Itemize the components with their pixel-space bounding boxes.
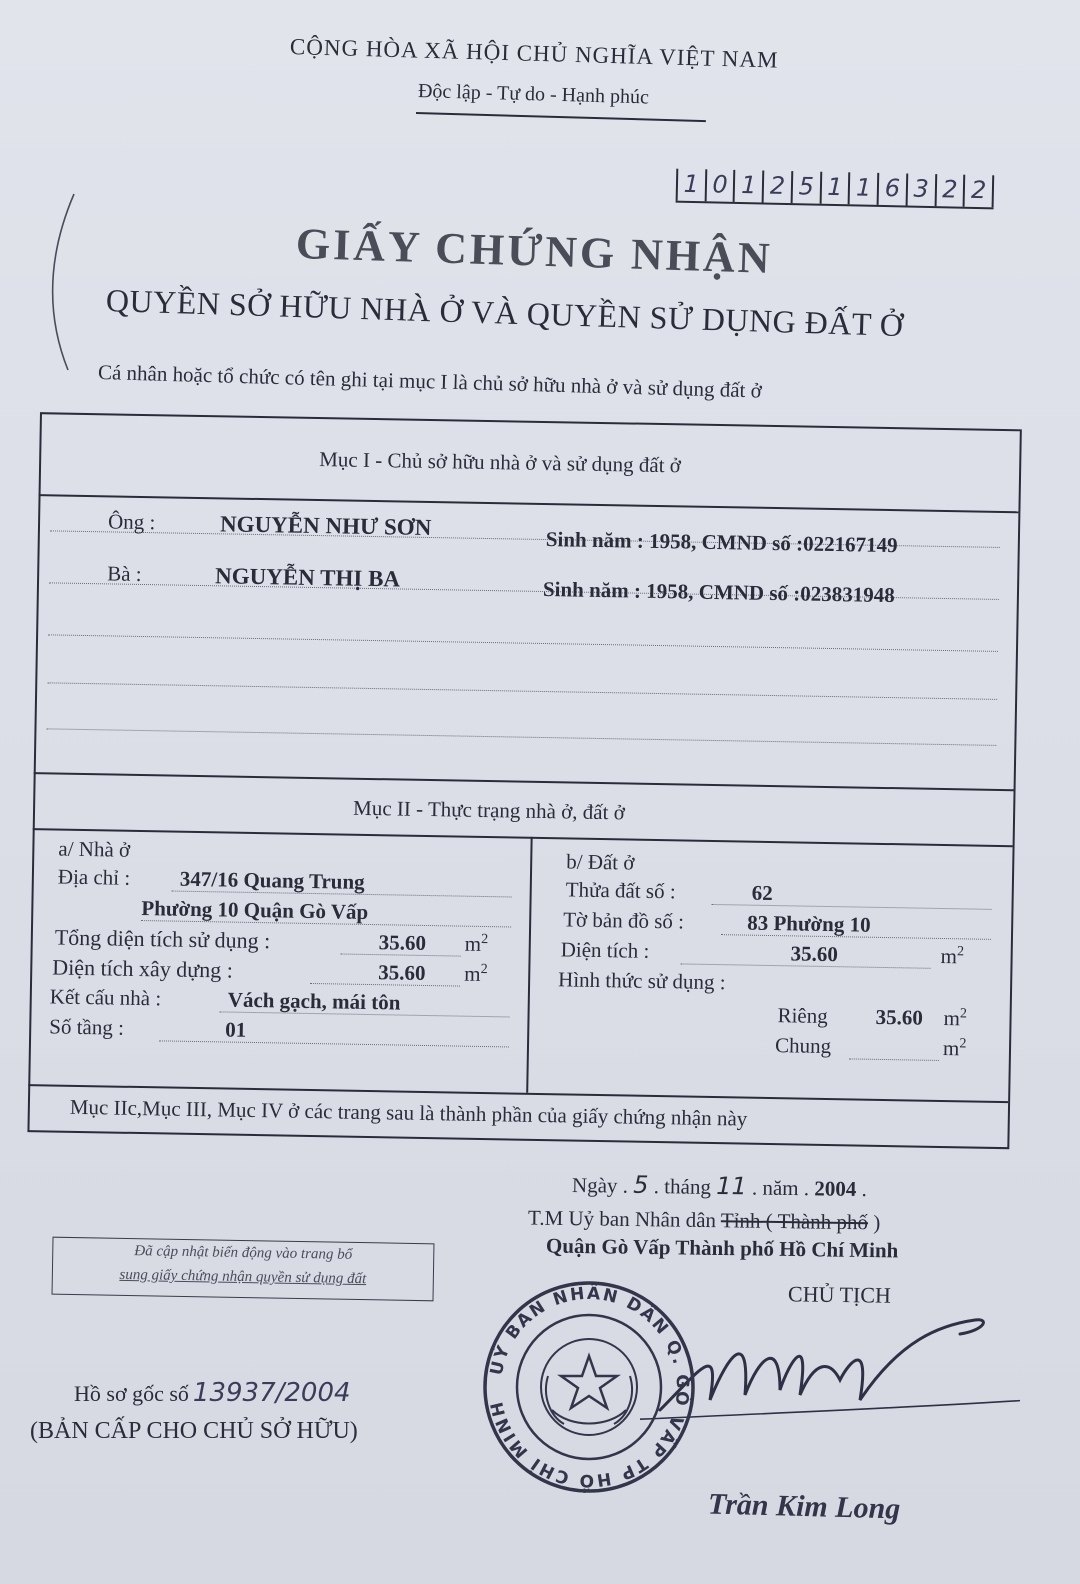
footer-note: Mục IIc,Mục III, Mục IV ở các trang sau là thành phần của giấy chứng nhận này: [69, 1094, 748, 1131]
owner1-name: NGUYỄN NHƯ SƠN: [219, 511, 432, 541]
serial-digit: 0: [704, 169, 733, 202]
signer-role: CHỦ TỊCH: [787, 1281, 892, 1308]
serial-digit: 1: [733, 170, 762, 203]
parcel-label: Thửa đất số :: [565, 877, 676, 904]
file-number: Hồ sơ gốc số 13937/2004: [74, 1378, 351, 1408]
nation-heading: CỘNG HÒA XÃ HỘI CHỦ NGHĨA VIỆT NAM: [289, 34, 779, 73]
build-area-label: Diện tích xây dựng :: [52, 954, 234, 983]
address-line2: Phường 10 Quận Gò Vấp: [141, 896, 369, 924]
owner2-label: Bà :: [106, 561, 142, 586]
update-note-line1: Đã cập nhật biến động vào trang bổ: [134, 1243, 353, 1263]
structure-label: Kết cấu nhà :: [49, 984, 162, 1011]
owner1-label: Ông :: [107, 509, 156, 535]
signer-name: Trần Kim Long: [707, 1487, 901, 1526]
serial-digit: 5: [791, 171, 820, 204]
private-label: Riêng: [777, 1003, 828, 1029]
official-stamp: [480, 1276, 698, 1498]
private-value: 35.60: [875, 1004, 924, 1030]
serial-digit: 1: [676, 169, 705, 202]
authority-line1: T.M Uỷ ban Nhân dân Tỉnh ( Thành phố ): [527, 1205, 881, 1235]
update-note-line2: sung giấy chứng nhận quyền sử dụng đất: [119, 1266, 367, 1288]
issue-month: 11: [715, 1171, 747, 1201]
authority-line2: Quận Gò Vấp Thành phố Hồ Chí Minh: [545, 1233, 899, 1263]
serial-digit: 1: [848, 172, 877, 205]
owner2-name: NGUYỄN THỊ BA: [214, 563, 401, 592]
serial-digit: 6: [877, 173, 906, 206]
parcel-value: 62: [751, 880, 773, 906]
land-area-label: Diện tích :: [560, 937, 650, 963]
document-subtitle: QUYỀN SỞ HỮU NHÀ Ở VÀ QUYỀN SỬ DỤNG ĐẤT Ở: [105, 282, 905, 344]
issue-date: Ngày . 5 . tháng 11 . năm . 2004 .: [571, 1170, 868, 1202]
national-motto: Độc lập - Tự do - Hạnh phúc: [417, 80, 650, 109]
house-heading: a/ Nhà ở: [58, 836, 131, 862]
margin-mark: [40, 190, 100, 380]
build-area-value: 35.60: [378, 960, 426, 985]
serial-digit: 2: [762, 170, 791, 203]
common-label: Chung: [774, 1033, 832, 1059]
common-unit: $m^2$: [942, 1036, 967, 1061]
land-heading: b/ Đất ở: [566, 849, 635, 875]
total-area-value: 35.60: [378, 930, 427, 955]
serial-digit: 1: [819, 172, 848, 205]
map-value: 83 Phường 10: [746, 910, 871, 937]
file-number-value: 13937/2004: [192, 1378, 351, 1408]
serial-number-box: [676, 161, 995, 210]
issue-day: 5: [633, 1170, 649, 1200]
copy-note: (BẢN CẤP CHO CHỦ SỞ HỮU): [30, 1418, 358, 1444]
section1-title: Mục I - Chủ sở hữu nhà ở và sử dụng đất ở: [319, 447, 682, 478]
motto-underline: [416, 112, 706, 122]
document-title: GIẤY CHỨNG NHẬN: [295, 219, 774, 283]
usage-label: Hình thức sử dụng :: [557, 967, 726, 995]
owner2-info: Sinh năm : 1958, CMND số :023831948: [542, 576, 895, 608]
address-line1: 347/16 Quang Trung: [179, 866, 365, 894]
serial-digit: 3: [905, 173, 934, 206]
serial-digit: 2: [963, 175, 994, 208]
serial-digit: 2: [934, 174, 963, 207]
issue-year: 2004: [814, 1176, 857, 1201]
update-note-box: [52, 1237, 435, 1302]
address-label: Địa chỉ :: [57, 864, 131, 890]
stamp-text: UỶ BAN NHÂN DÂN Q. GÒ VẤP TP HỒ CHÍ MINH: [486, 1283, 693, 1491]
section2-title: Mục II - Thực trạng nhà ở, đất ở: [352, 795, 626, 825]
total-area-label: Tổng diện tích sử dụng :: [54, 924, 271, 954]
private-unit: $m^2$: [943, 1006, 968, 1031]
intro-text: Cá nhân hoặc tổ chức có tên ghi tại mục I là chủ sở hữu nhà ở và sử dụng đất ở: [97, 360, 763, 403]
map-label: Tờ bản đồ số :: [563, 907, 685, 934]
total-area-unit: $m^2$: [464, 931, 489, 956]
owner1-info: Sinh năm : 1958, CMND số :022167149: [545, 527, 898, 558]
floors-value: 01: [225, 1017, 247, 1042]
build-area-unit: $m^2$: [464, 961, 488, 986]
structure-value: Vách gạch, mái tôn: [227, 987, 401, 1015]
main-table: [17, 412, 1030, 1165]
land-area-value: 35.60: [790, 941, 839, 967]
land-area-unit: $m^2$: [940, 943, 965, 969]
floors-label: Số tầng :: [49, 1014, 125, 1040]
